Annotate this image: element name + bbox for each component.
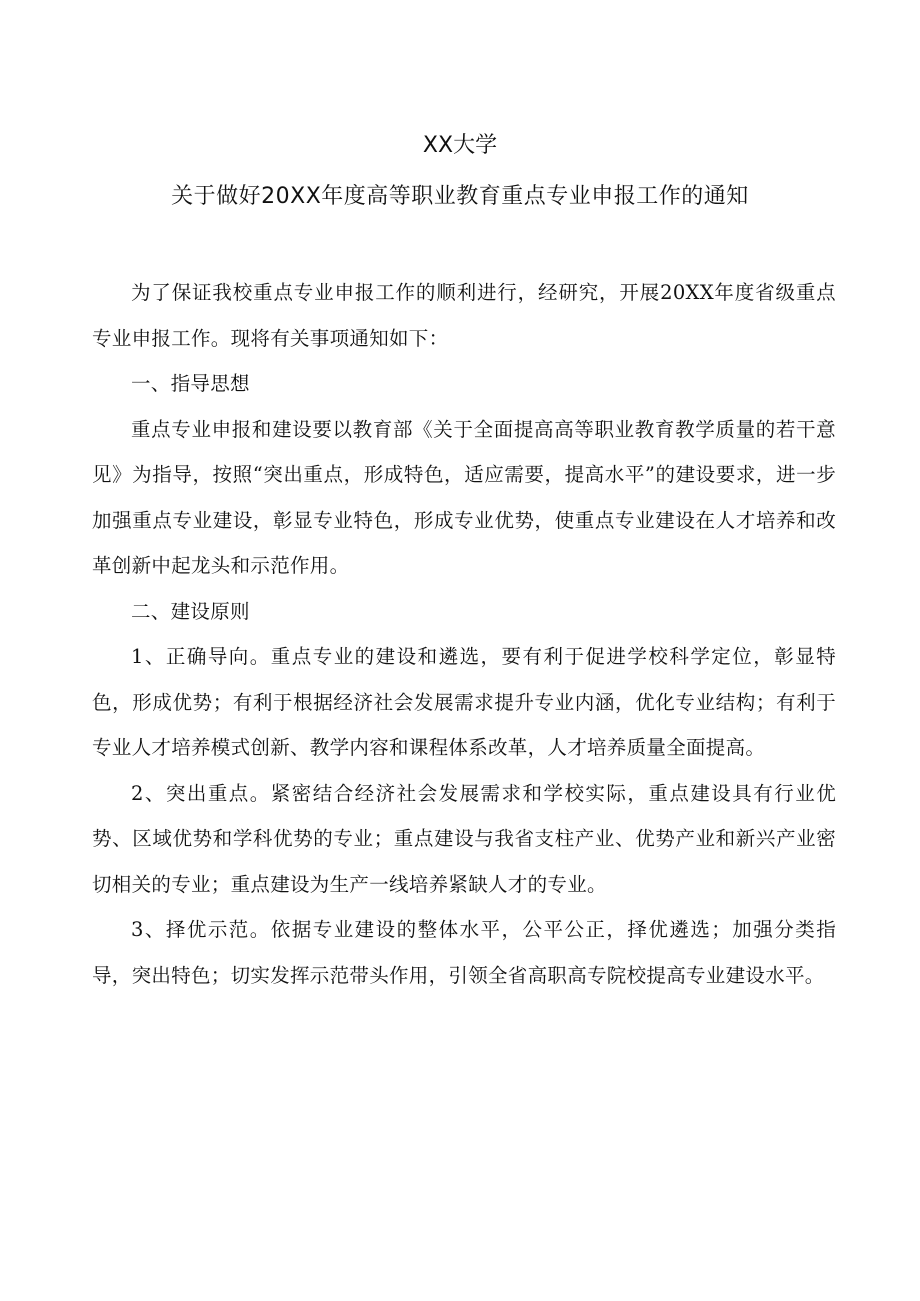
section-heading-principles: 二、建设原则 (131, 599, 250, 623)
section-guiding-ideology-body: 重点专业申报和建设要以教育部《关于全面提高高等职业教育教学质量的若干意见》为指导，按照“突出重点，形成特色，适应需要，提高水平”的建设要求，进一步加强重点专业建设，彰显专业特色，形成专业优势，使重点专业建设在人才培养和改革创新中起龙头和示范作用。 (92, 417, 836, 577)
principle-correct-orientation: 1、正确导向。重点专业的建设和遴选，要有利于促进学校科学定位，彰显特色，形成优势；有利于根据经济社会发展需求提升专业内涵，优化专业结构；有利于专业人才培养模式创新、教学内容和课程体系改革，人才培养质量全面提高。 (92, 645, 836, 759)
document-title-org: XX大学 (422, 133, 498, 158)
principle-highlight-key-points: 2、突出重点。紧密结合经济社会发展需求和学校实际，重点建设具有行业优势、区域优势和学科优势的专业；重点建设与我省支柱产业、优势产业和新兴产业密切相关的专业；重点建设为生产一线培养紧缺人才的专业。 (92, 781, 836, 896)
intro-paragraph: 为了保证我校重点专业申报工作的顺利进行，经研究，开展20XX年度省级重点专业申报工作。现将有关事项通知如下： (92, 281, 836, 350)
principle-select-best-demonstrate: 3、择优示范。依据专业建设的整体水平，公平公正，择优遴选；加强分类指导，突出特色；切实发挥示范带头作用，引领全省高职高专院校提高专业建设水平。 (92, 918, 836, 987)
document-title-main: 关于做好20XX年度高等职业教育重点专业申报工作的通知 (171, 184, 749, 209)
document-body (92, 270, 836, 998)
section-heading-guiding-ideology: 一、指导思想 (131, 372, 250, 395)
